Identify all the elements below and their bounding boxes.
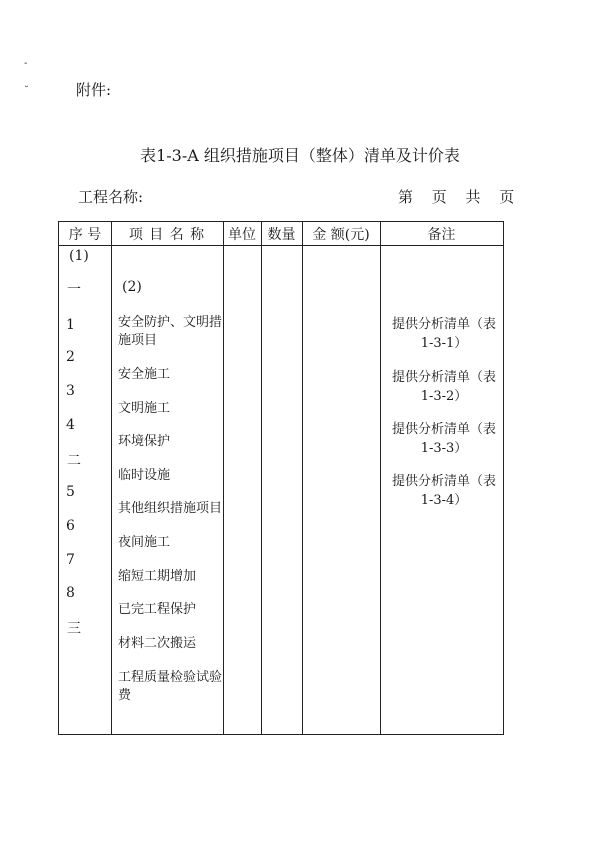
seq-number: 三 (67, 621, 81, 637)
seq-number: 1 (66, 317, 75, 333)
seq-number: 5 (66, 484, 75, 500)
col-header-unit: 单位 (228, 227, 256, 243)
seq-number: 3 (66, 383, 75, 399)
col-header-quantity: 数量 (267, 227, 296, 243)
item-name: 材料二次搬运 (118, 636, 197, 651)
item-name: 环境保护 (118, 434, 171, 449)
attachment-label: 附件: (76, 81, 112, 99)
seq-number: 二 (67, 453, 81, 469)
item-name: 安全施工 (118, 367, 171, 382)
item-name: 文明施工 (118, 401, 171, 416)
seq-number: 2 (66, 349, 75, 365)
item-name: 安全防护、文明措施项目 (118, 315, 223, 348)
measures-table (58, 221, 504, 735)
item-name: 夜间施工 (118, 535, 171, 550)
seq-number: (1) (69, 248, 89, 264)
item-name: 已完工程保护 (118, 602, 197, 617)
column-divider (261, 222, 262, 734)
item-name: 其他组织措施项目 (118, 501, 223, 516)
seq-number: 6 (66, 518, 75, 534)
item-name: 工程质量检验试验费 (118, 670, 223, 703)
header-divider (59, 245, 503, 246)
item-name: (2) (122, 279, 142, 295)
seq-number: 8 (66, 585, 75, 601)
column-divider (302, 222, 303, 734)
page-title: 表1-3-A 组织措施项目（整体）清单及计价表 (140, 146, 460, 165)
remark: 提供分析清单（表1-3-1） (391, 317, 496, 351)
seq-number: 一 (67, 282, 81, 298)
column-divider (111, 222, 112, 734)
item-name: 临时设施 (118, 468, 171, 483)
page-info: 第 页 共 页 (398, 188, 522, 206)
col-header-remark: 备注 (427, 227, 456, 243)
column-divider (380, 222, 381, 734)
remark: 提供分析清单（表1-3-2） (391, 370, 496, 404)
remark: 提供分析清单（表1-3-4） (391, 474, 496, 508)
remark: 提供分析清单（表1-3-3） (391, 422, 496, 456)
scan-mark: ˘ (24, 86, 29, 97)
scan-mark: - (24, 58, 28, 69)
item-name: 缩短工期增加 (118, 569, 197, 584)
seq-number: 7 (66, 552, 75, 568)
column-divider (223, 222, 224, 734)
project-name-label: 工程名称: (78, 188, 144, 206)
col-header-item-name: 项 目 名 称 (128, 227, 206, 243)
seq-number: 4 (66, 417, 75, 433)
col-header-seq: 序 号 (68, 227, 102, 243)
col-header-amount: 金 额(元) (312, 227, 370, 243)
